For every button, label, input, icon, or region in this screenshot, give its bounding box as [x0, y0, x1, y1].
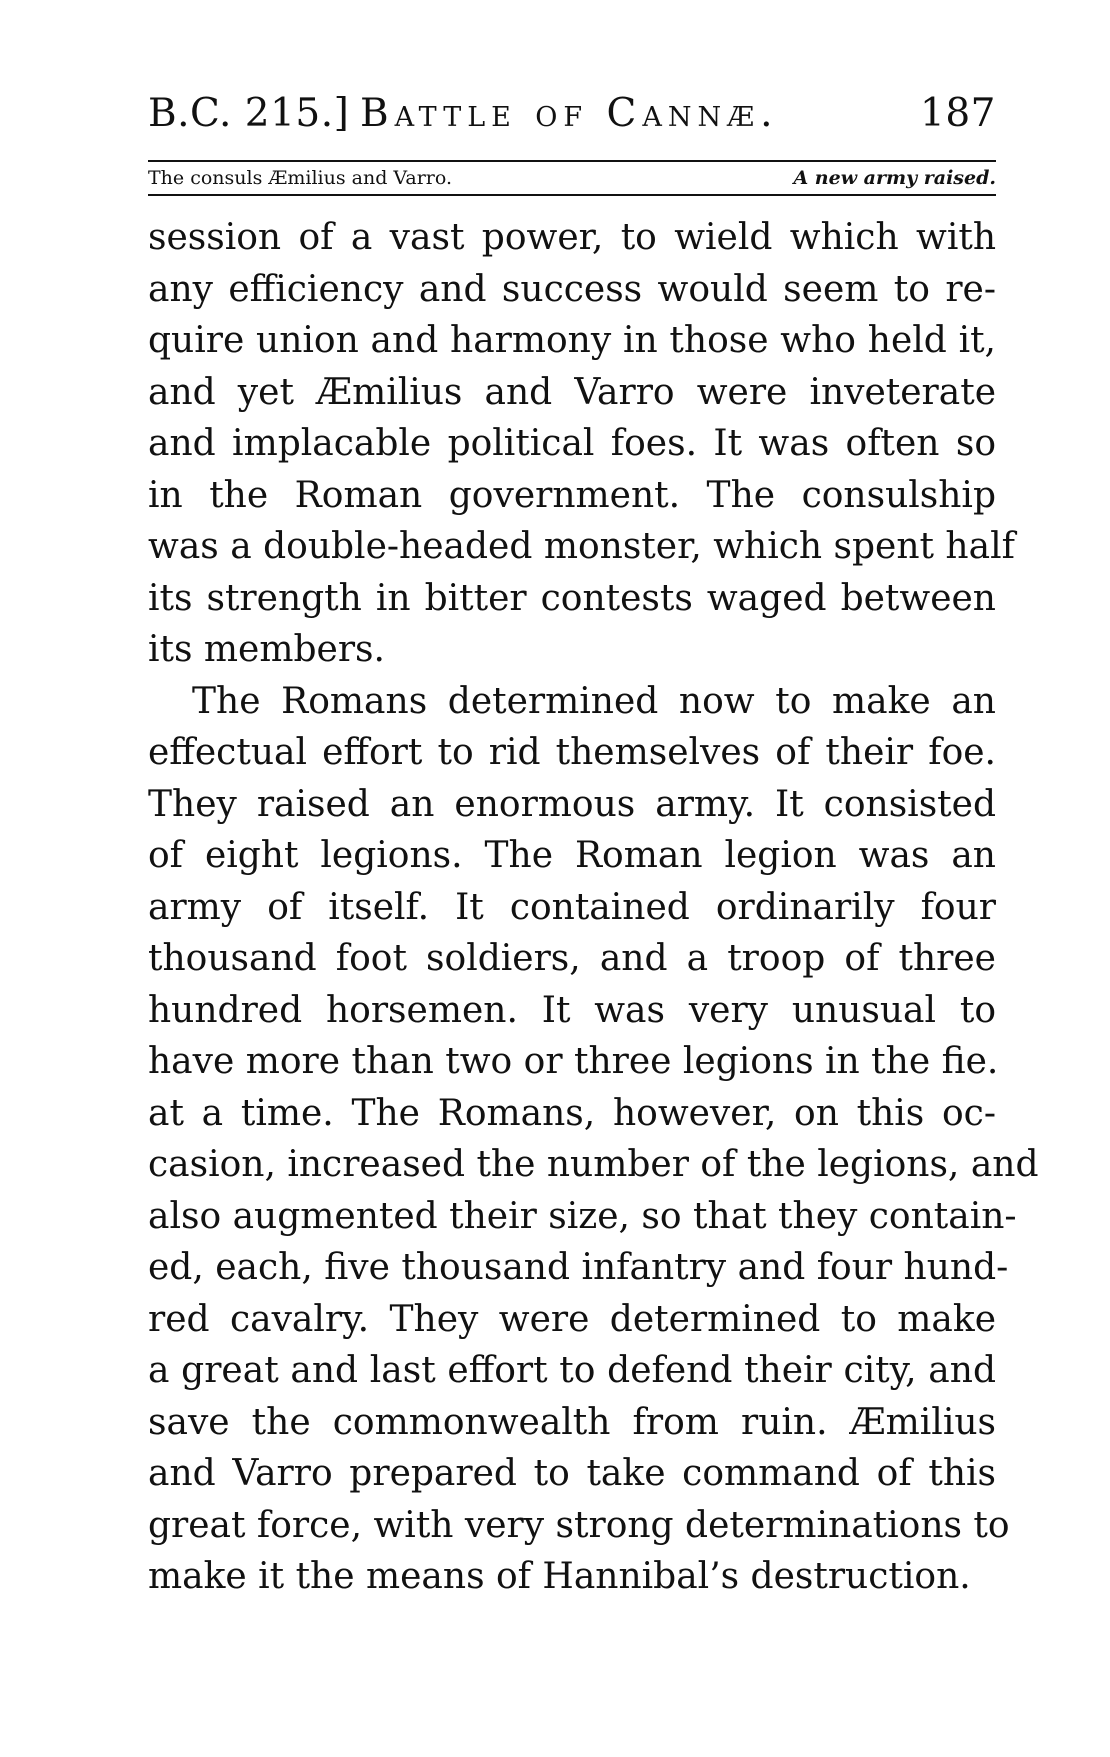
side-heads — [148, 162, 996, 194]
text-line: in the Roman government. The consulship — [148, 474, 996, 516]
subhead-right: A new army raised. — [793, 167, 996, 189]
text-line: red cavalry. They were determined to make — [148, 1298, 996, 1340]
body-text — [148, 212, 1039, 1603]
text-line: of eight legions. The Roman legion was an — [148, 835, 996, 876]
text-line: save the commonwealth from ruin. Æmilius — [148, 1401, 996, 1443]
text-line: and implacable political foes. It was often so — [148, 423, 996, 464]
text-line: army of itself. It contained ordinarily four — [148, 886, 996, 928]
text-line: session of a vast power, to wield which with — [148, 217, 996, 258]
text-line: make it the means of Hannibal’s destruction. — [148, 1556, 971, 1597]
text-line: was a double-headed monster, which spent half — [148, 526, 1015, 567]
text-line: any efficiency and success would seem to re- — [148, 268, 996, 310]
text-line: and yet Æmilius and Varro were inveterate — [148, 371, 996, 413]
book-page — [148, 88, 1039, 1603]
text-line: quire union and harmony in those who held it, — [148, 320, 996, 361]
text-line: thousand foot soldiers, and a troop of three — [148, 938, 996, 979]
text-line: also augmented their size, so that they contain- — [148, 1195, 1017, 1237]
text-line: and Varro prepared to take command of this — [148, 1453, 996, 1494]
header-title: Battle of Cannæ. — [360, 91, 779, 136]
text-line: They raised an enormous army. It consisted — [148, 783, 996, 825]
text-line: its members. — [148, 629, 385, 670]
text-line: a great and last effort to defend their city, and — [148, 1350, 996, 1391]
text-line: effectual effort to rid themselves of their foe. — [148, 732, 996, 773]
header-rule-bottom — [148, 194, 996, 196]
text-line: ed, each, five thousand infantry and four hund- — [148, 1247, 1009, 1288]
text-line: its strength in bitter contests waged between — [148, 577, 996, 619]
text-line: at a time. The Romans, however, on this oc- — [148, 1092, 996, 1134]
text-line: great force, with very strong determinations to — [148, 1504, 1010, 1546]
text-line: hundred horsemen. It was very unusual to — [148, 989, 996, 1031]
paragraph — [148, 676, 1039, 1603]
running-head — [148, 88, 996, 140]
paragraph — [148, 212, 1015, 676]
page-number: 187 — [920, 91, 996, 136]
text-line: The Romans determined now to make an — [192, 680, 996, 722]
text-line: have more than two or three legions in the fie. — [148, 1041, 999, 1082]
header-date: B.C. 215.] — [148, 91, 350, 136]
text-line: casion, increased the number of the legions, and — [148, 1144, 1039, 1185]
subhead-left: The consuls Æmilius and Varro. — [148, 167, 453, 189]
